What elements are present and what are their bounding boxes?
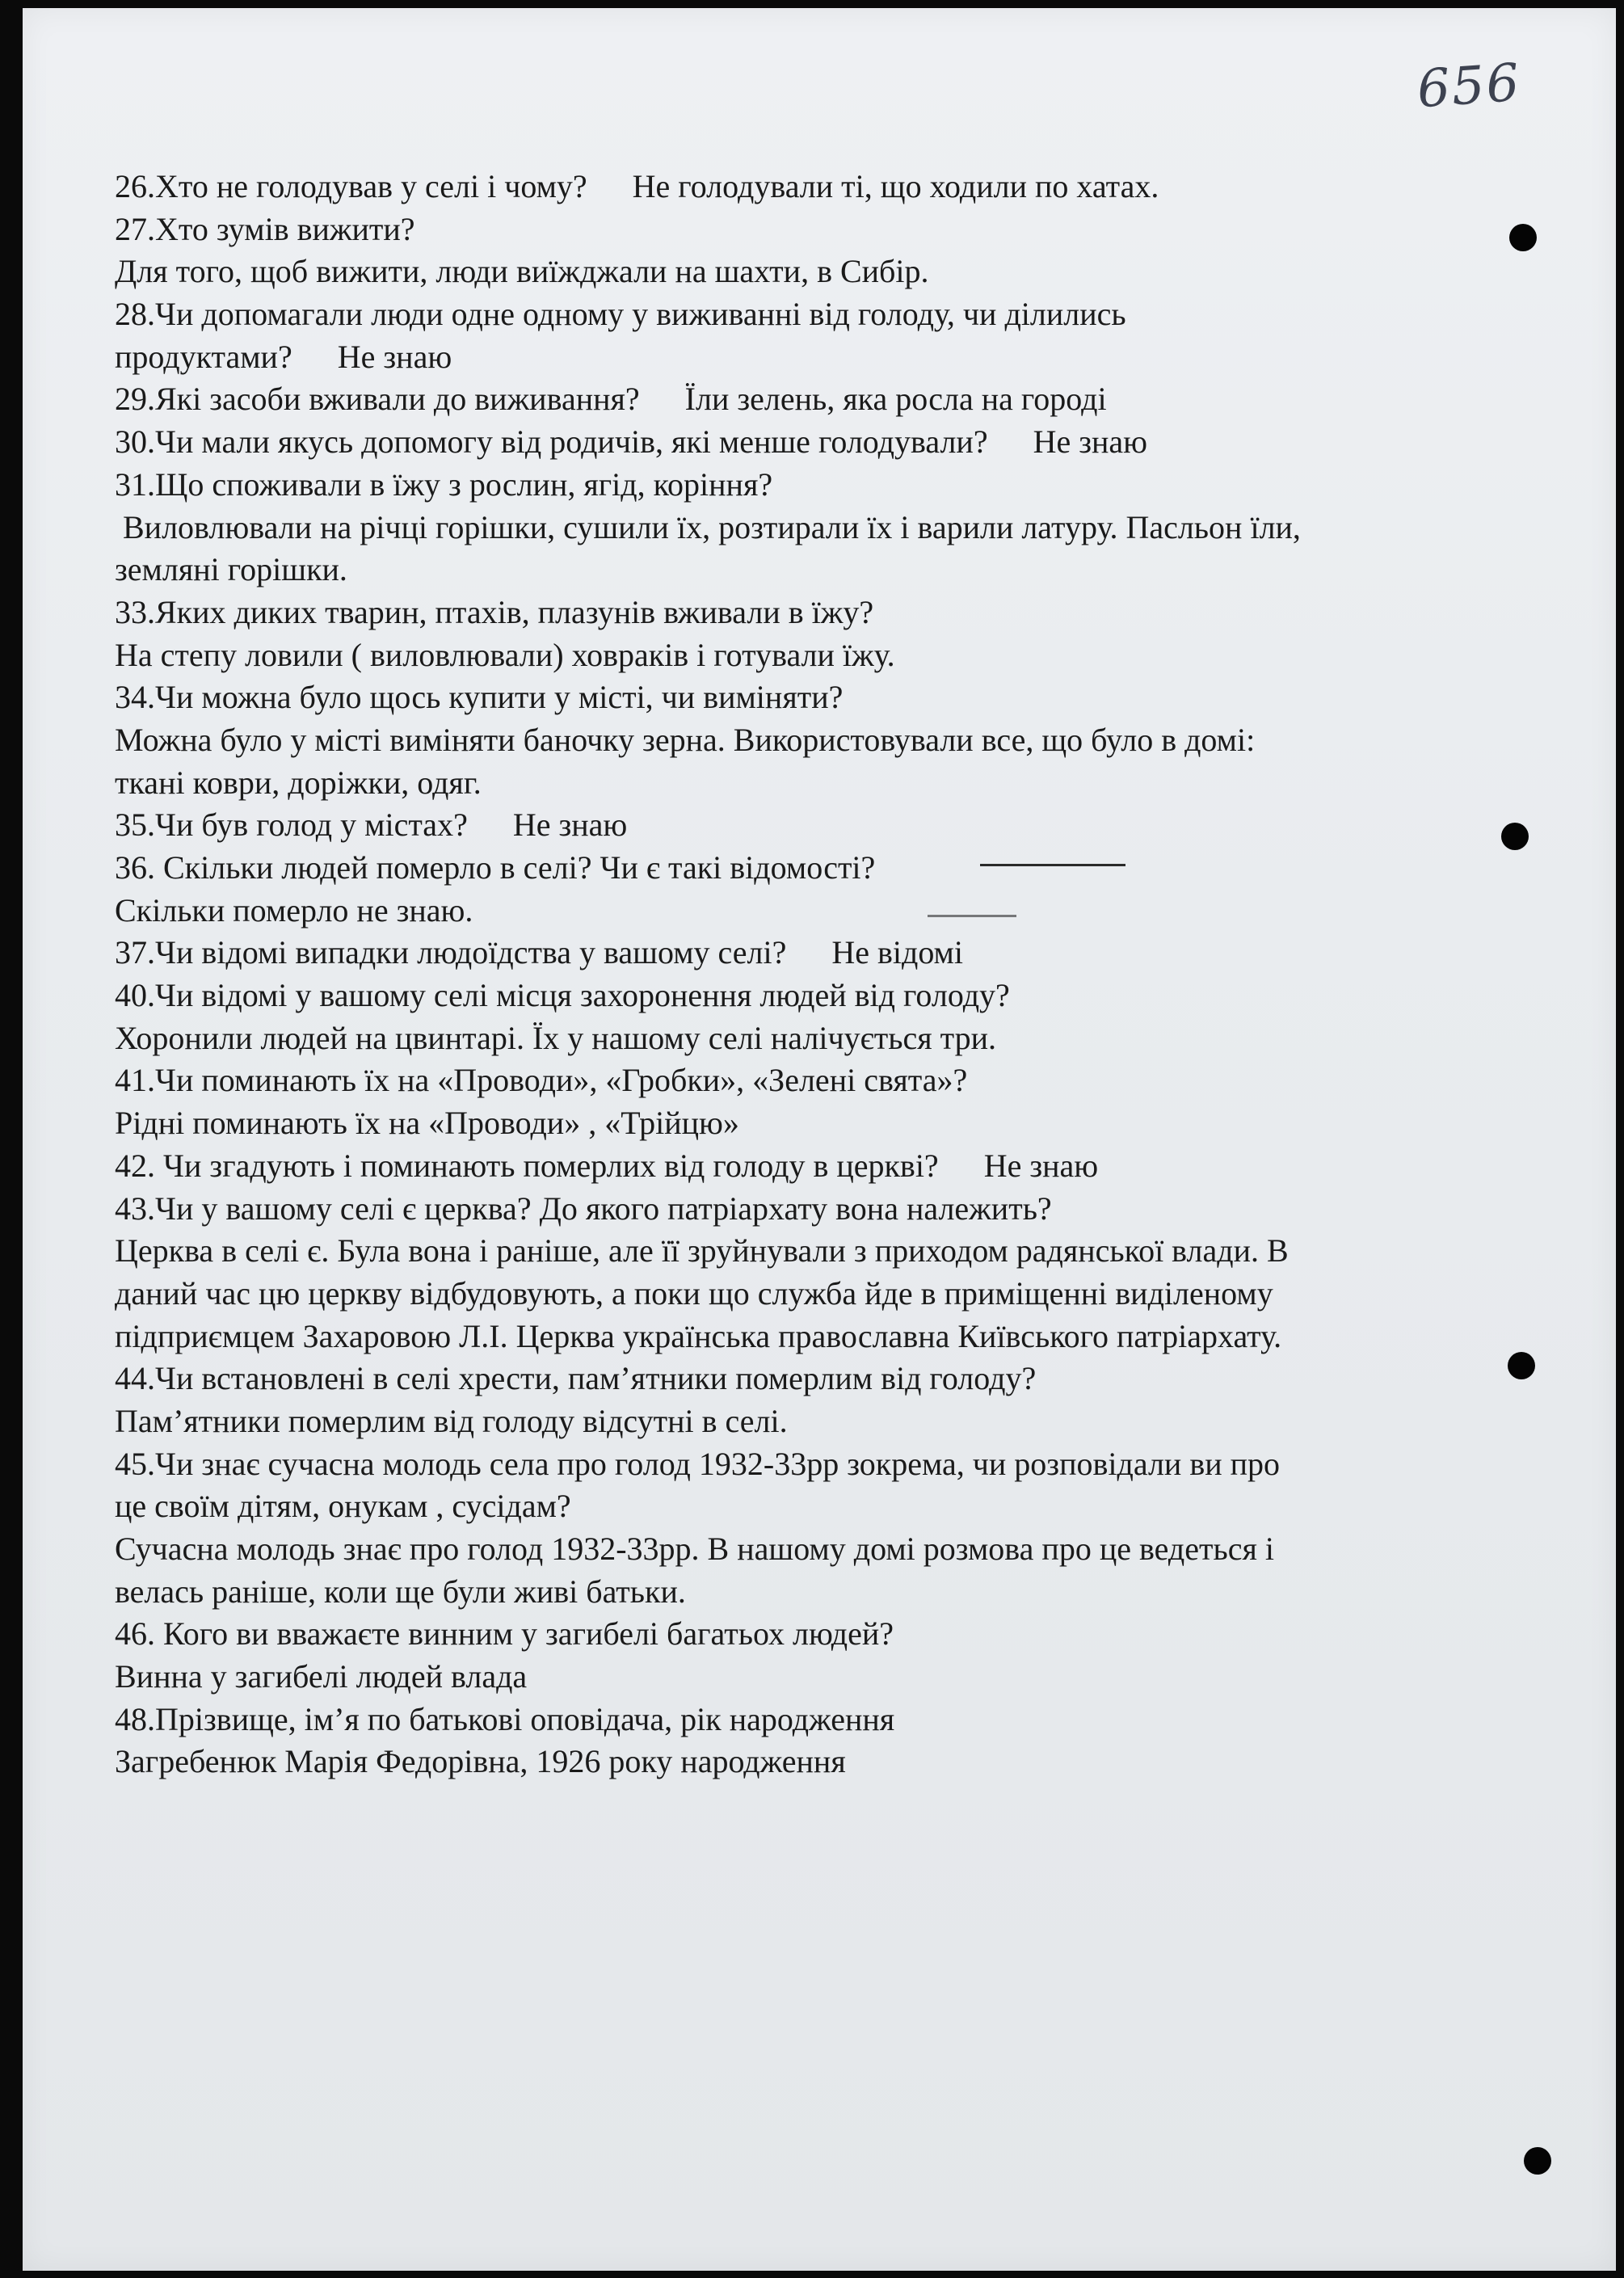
text-line <box>115 1571 1561 1614</box>
question-text: 46. Кого ви вважаєте винним у загибелі багатьох людей? <box>115 1615 894 1653</box>
answer-text: На степу ловили ( виловлювали) ховраків і готували їжу. <box>115 636 895 673</box>
question-text: 26.Хто не голодував у селі і чому? <box>115 168 587 204</box>
question-text: 35.Чи був голод у містах? <box>115 806 468 844</box>
question-text: 29.Які засоби вживали до виживання? <box>115 381 640 418</box>
question-text: 42. Чи згадують і поминають померлих від голоду в церкві? <box>115 1147 939 1184</box>
text-line <box>115 847 1561 890</box>
answer-text: підприємцем Захаровою Л.І. Церква українська православна Київського патріархату. <box>115 1317 1282 1354</box>
text-line <box>115 1613 1561 1656</box>
text-line <box>115 549 1561 592</box>
answer-text: Для того, щоб вижити, люди виїжджали на шахти, в Сибір. <box>115 253 929 290</box>
text-line <box>115 634 1561 677</box>
text-line <box>115 1443 1561 1486</box>
question-text: 37.Чи відомі випадки людоїдства у вашому селі? <box>115 934 787 971</box>
text-line <box>115 208 1561 251</box>
question-text: 31.Що споживали в їжу з рослин, ягід, коріння? <box>115 465 773 503</box>
answer-text: Можна було у місті виміняти баночку зерна. Використовували все, що було в домі: <box>115 721 1256 758</box>
answer-text: Не відомі <box>831 934 963 971</box>
text-line <box>115 166 1561 208</box>
answer-text: Скільки померло не знаю. <box>115 891 473 928</box>
answer-text: Церква в селі є. Була вона і раніше, але її зруйнували з приходом радянської влади. В <box>115 1232 1289 1270</box>
text-line <box>115 975 1561 1017</box>
question-text: продуктами? <box>115 338 292 375</box>
text-line <box>115 1741 1561 1783</box>
question-text: 44.Чи встановлені в селі хрести, пам’ятники померлим від голоду? <box>115 1360 1037 1397</box>
answer-text: Сучасна молодь знає про голод 1932-33рр. В нашому домі розмова про це ведеться і <box>115 1531 1274 1567</box>
text-line <box>115 293 1561 336</box>
text-line <box>115 421 1561 464</box>
text-line <box>115 1145 1561 1188</box>
text-line <box>115 1230 1561 1273</box>
answer-text: Рідні поминають їх на «Проводи» , «Трійцю» <box>115 1105 739 1142</box>
text-line <box>115 1656 1561 1699</box>
answer-text: Не знаю <box>337 338 452 375</box>
answer-text: Їли зелень, яка росла на городі <box>684 381 1107 418</box>
text-line <box>115 1188 1561 1231</box>
questionnaire-text <box>115 166 1561 1783</box>
answer-text: Загребенюк Марія Федорівна, 1926 року народження <box>115 1743 846 1780</box>
question-text: 34.Чи можна було щось купити у місті, чи виміняти? <box>115 679 844 716</box>
text-line <box>115 1102 1561 1145</box>
text-line <box>115 1358 1561 1400</box>
document-page <box>23 8 1616 2271</box>
question-text: 36. Скільки людей померло в селі? Чи є такі відомості? <box>115 849 876 886</box>
text-line <box>115 1485 1561 1528</box>
text-line <box>115 1699 1561 1741</box>
answer-text: Не знаю <box>512 806 628 844</box>
text-line <box>115 336 1561 379</box>
question-text: це своїм дітям, онукам , сусідам? <box>115 1488 571 1525</box>
handwritten-page-number: 656 <box>1415 53 1523 120</box>
text-line <box>115 1017 1561 1060</box>
text-line <box>115 1273 1561 1316</box>
question-text: 33.Яких диких тварин, птахів, плазунів вживали в їжу? <box>115 593 874 630</box>
answer-text: Хоронили людей на цвинтарі. Їх у нашому селі налічується три. <box>115 1019 996 1056</box>
text-line <box>115 1528 1561 1571</box>
answer-text: ткані коври, доріжки, одяг. <box>115 764 482 801</box>
answer-text: Винна у загибелі людей влада <box>115 1658 528 1695</box>
text-line <box>115 890 1561 933</box>
text-line <box>115 507 1561 549</box>
question-text: 40.Чи відомі у вашому селі місця захоронення людей від голоду? <box>115 977 1010 1014</box>
answer-text: Не знаю <box>983 1147 1099 1184</box>
text-line <box>115 1400 1561 1443</box>
text-line <box>115 251 1561 293</box>
answer-text: Не голодували ті, що ходили по хатах. <box>632 168 1159 204</box>
text-line <box>115 676 1561 719</box>
text-line <box>115 1059 1561 1102</box>
answer-text: Виловлювали на річці горішки, сушили їх, розтирали їх і варили латуру. Пасльон їли, <box>115 508 1301 545</box>
answer-text: земляні горішки. <box>115 551 347 588</box>
answer-text: велась раніше, коли ще були живі батьки. <box>115 1573 686 1610</box>
question-text: 45.Чи знає сучасна молодь села про голод 1932-33рр зокрема, чи розповідали ви про <box>115 1445 1281 1482</box>
answer-text: Не знаю <box>1033 423 1148 461</box>
punch-hole <box>1524 2147 1551 2175</box>
text-line <box>115 1316 1561 1358</box>
text-line <box>115 932 1561 975</box>
question-text: 43.Чи у вашому селі є церква? До якого патріархату вона належить? <box>115 1190 1052 1227</box>
question-text: 48.Прізвище, ім’я по батькові оповідача, рік народження <box>115 1700 895 1737</box>
text-line <box>115 464 1561 507</box>
text-line <box>115 378 1561 421</box>
question-text: 30.Чи мали якусь допомогу від родичів, які менше голодували? <box>115 423 988 461</box>
answer-text: Пам’ятники померлим від голоду відсутні в селі. <box>115 1402 788 1439</box>
text-line <box>115 719 1561 762</box>
question-text: 41.Чи поминають їх на «Проводи», «Гробки», «Зелені свята»? <box>115 1062 968 1099</box>
text-line <box>115 804 1561 847</box>
text-line <box>115 592 1561 634</box>
question-text: 28.Чи допомагали люди одне одному у виживанні від голоду, чи ділились <box>115 296 1126 333</box>
answer-text: даний час цю церкву відбудовують, а поки що служба йде в приміщенні виділеному <box>115 1274 1273 1312</box>
text-line <box>115 762 1561 805</box>
question-text: 27.Хто зумів вижити? <box>115 210 415 247</box>
